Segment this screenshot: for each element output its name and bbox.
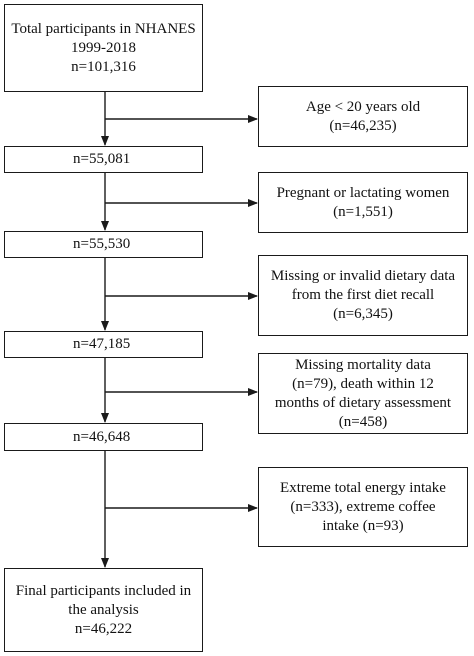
ex5-line-3: intake (n=93) (322, 517, 404, 534)
count-box-46648 (4, 423, 203, 451)
ex2-line-2: (n=1,551) (333, 203, 393, 220)
count-47185-text: n=47,185 (73, 336, 131, 352)
count-46648-text: n=46,648 (73, 428, 131, 445)
final-line-3: n=46,222 (74, 620, 133, 637)
total-participants-box (4, 4, 203, 92)
ex1-line-2: (n=46,235) (329, 117, 397, 134)
ex3-line-3: (n=6,345) (333, 306, 393, 322)
exclusion-box-mortality (258, 353, 468, 434)
final-line-2: the analysis (68, 601, 139, 618)
total-line-2: 1999-2018 (71, 39, 136, 56)
count-box-47185 (4, 331, 203, 358)
count-55081-text: n=55,081 (73, 151, 131, 167)
exclusion-box-energy (258, 467, 468, 547)
ex3-line-1: Missing or invalid dietary data (270, 268, 456, 284)
ex4-line-2: (n=79), death within 12 (292, 375, 434, 392)
final-participants-box (4, 568, 203, 652)
count-box-55081 (4, 146, 203, 173)
final-line-1: Final participants included in (15, 582, 192, 599)
ex3-line-2: from the first diet recall (291, 287, 435, 303)
ex1-line-1: Age < 20 years old (305, 98, 421, 115)
count-55530-text: n=55,530 (73, 236, 131, 252)
ex4-line-1: Missing mortality data (295, 356, 431, 373)
exclusion-box-pregnant (258, 172, 468, 233)
total-line-3: n=101,316 (71, 58, 136, 75)
exclusion-box-dietary (258, 255, 468, 336)
total-line-1: Total participants in NHANES (11, 20, 196, 37)
ex5-line-1: Extreme total energy intake (280, 479, 446, 496)
ex2-line-1: Pregnant or lactating women (276, 184, 450, 201)
ex4-line-3: months of dietary assessment (274, 394, 452, 411)
count-box-55530 (4, 231, 203, 258)
ex5-line-2: (n=333), extreme coffee (290, 498, 436, 515)
ex4-line-4: (n=458) (338, 413, 388, 430)
exclusion-box-age (258, 86, 468, 147)
